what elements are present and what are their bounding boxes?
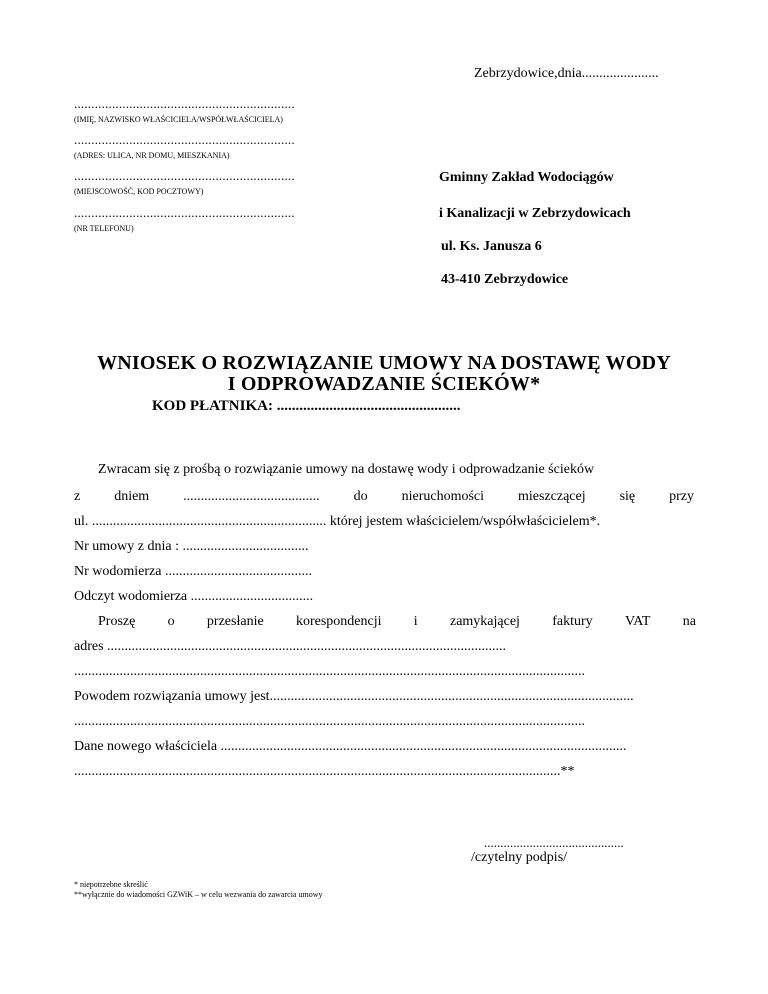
termination-reason-field[interactable]: Powodem rozwiązania umowy jest........................................................................................................ [74, 689, 634, 704]
word: Proszę [98, 614, 136, 629]
word: się [619, 489, 636, 504]
sender-name-caption: (IMIĘ, NAZWISKO WŁAŚCICIELA/WSPÓŁWŁAŚCICIELA) [74, 115, 283, 124]
recipient-line-2: i Kanalizacji w Zebrzydowicach [439, 206, 631, 221]
word: faktury [552, 614, 593, 629]
word: mieszczącej [517, 489, 586, 504]
word: na [682, 614, 696, 629]
document-title-line-2: I ODPROWADZANIE ŚCIEKÓW* [227, 373, 541, 395]
word: przy [669, 489, 694, 504]
reason-continuation-field[interactable]: .................................................................................................................................................. [74, 714, 585, 729]
word: nieruchomości [401, 489, 485, 504]
correspondence-request-row [98, 614, 696, 630]
signature-caption: /czytelny podpis/ [471, 850, 568, 865]
word: przesłanie [206, 614, 264, 629]
sender-address-caption: (ADRES: ULICA, NR DOMU, MIESZKANIA) [74, 151, 230, 160]
recipient-line-4: 43-410 Zebrzydowice [441, 272, 569, 287]
address-continuation-field[interactable]: .................................................................................................................................................. [74, 664, 585, 679]
request-intro: Zwracam się z prośbą o rozwiązanie umowy na dostawę wody i odprowadzanie ścieków [98, 462, 595, 477]
signature-field[interactable]: ........................................... [484, 835, 624, 850]
payer-code-field[interactable]: KOD PŁATNIKA: ................................................. [152, 398, 461, 414]
request-date-row [74, 489, 694, 505]
sender-phone-caption: (NR TELEFONU) [74, 224, 134, 233]
sender-city-line[interactable]: ................................................................ [74, 168, 295, 183]
sender-name-line[interactable]: ................................................................ [74, 96, 295, 111]
recipient-line-1: Gminny Zakład Wodociągów [439, 170, 614, 185]
footnote-gzwik: **wyłącznie do wiadomości GZWiK – w celu wezwania do zawarcia umowy [74, 890, 323, 899]
recipient-line-3: ul. Ks. Janusza 6 [441, 239, 542, 254]
meter-reading-field[interactable]: Odczyt wodomierza ................................... [74, 589, 314, 604]
sender-address-line[interactable]: ................................................................ [74, 132, 295, 147]
meter-number-field[interactable]: Nr wodomierza .......................................... [74, 564, 312, 579]
place-date-field[interactable]: Zebrzydowice,dnia...................... [474, 66, 659, 81]
new-owner-continuation-field[interactable]: ...........................................................................................................................................** [74, 764, 575, 779]
word: z [74, 489, 81, 504]
sender-city-caption: (MIEJSCOWOŚĆ, KOD POCZTOWY) [74, 187, 204, 196]
word: dniem [114, 489, 150, 504]
contract-number-field[interactable]: Nr umowy z dnia : .................................... [74, 539, 309, 554]
street-field-row[interactable]: ul. ................................................................... której jestem właścicielem/współwłaścicielem*. [74, 514, 601, 529]
word: VAT [624, 614, 651, 629]
word: korespondencji [295, 614, 382, 629]
word: do [353, 489, 368, 504]
correspondence-address-field[interactable]: adres .................................................................................................................. [74, 639, 507, 654]
footnote-strike: * niepotrzebne skreślić [74, 880, 148, 889]
word: o [167, 614, 175, 629]
document-title-line-1: WNIOSEK O ROZWIĄZANIE UMOWY NA DOSTAWĘ WODY [97, 352, 671, 374]
new-owner-field[interactable]: Dane nowego właściciela .................................................................................................................... [74, 739, 627, 754]
sender-phone-line[interactable]: ................................................................ [74, 205, 295, 220]
date-field[interactable]: ....................................... [183, 489, 320, 504]
word: zamykającej [449, 614, 520, 629]
word: i [413, 614, 418, 629]
